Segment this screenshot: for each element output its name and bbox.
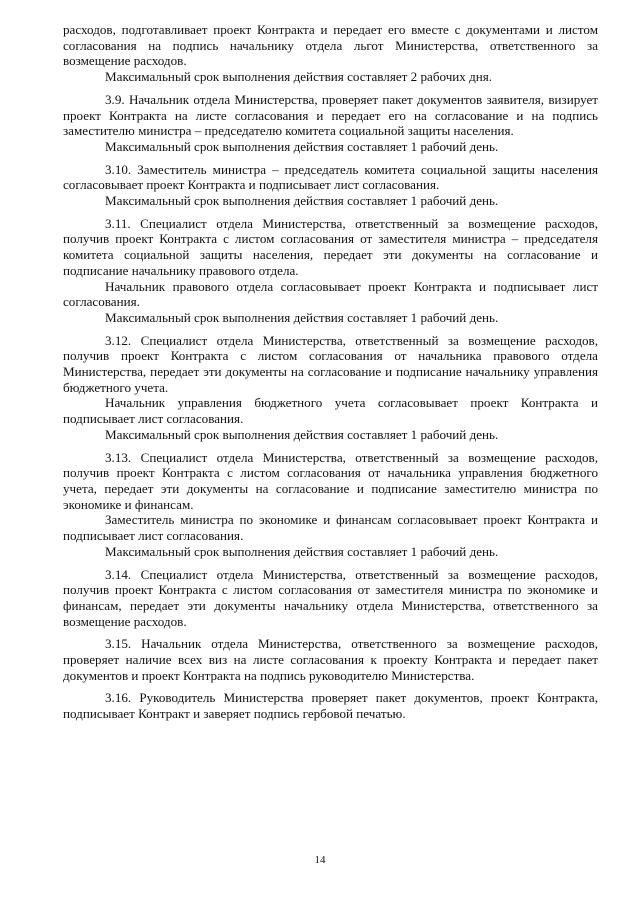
page-number: 14 (314, 854, 326, 866)
paragraph-3-12: 3.12. Специалист отдела Министерства, ответственный за возмещение расходов, получив проект Контракта с листом согласования от начальника правового отдела Министерства, передает эти документы на согласование и подписание начальнику управления бюджетного учета. (63, 332, 598, 395)
paragraph-3-15: 3.15. Начальник отдела Министерства, ответственного за возмещение расходов, проверяет наличие всех виз на листе согласования к проекту Контракта и передает пакет документов и проект Контракта на подпись руководителю Министерства. (63, 636, 598, 683)
paragraph-3-16: 3.16. Руководитель Министерства проверяет пакет документов, проект Контракта, подписывает Контракт и заверяет подпись гербовой печатью. (63, 690, 598, 722)
paragraph-continuation: расходов, подготавливает проект Контракта и передает его вместе с документами и листом согласования на подпись начальнику отдела льгот Министерства, ответственного за возмещение расходов. (63, 22, 598, 69)
paragraph-budget-approval: Начальник управления бюджетного учета согласовывает проект Контракта и подписывает лист согласования. (63, 395, 598, 427)
paragraph-legal-approval: Начальник правового отдела согласовывает проект Контракта и подписывает лист согласования. (63, 278, 598, 310)
paragraph-deadline: Максимальный срок выполнения действия составляет 1 рабочий день. (105, 543, 499, 559)
paragraph-3-13: 3.13. Специалист отдела Министерства, ответственный за возмещение расходов, получив проект Контракта с листом согласования от начальника управления бюджетного учета, передает эти документы на согласование и подписание заместителю министра по экономике и финансам. (63, 449, 598, 512)
paragraph-deadline: Максимальный срок выполнения действия составляет 1 рабочий день. (105, 193, 499, 209)
paragraph-deadline: Максимальный срок выполнения действия составляет 1 рабочий день. (105, 426, 499, 442)
paragraph-deadline: Максимальный срок выполнения действия составляет 1 рабочий день. (105, 309, 499, 325)
paragraph-deadline: Максимальный срок выполнения действия составляет 1 рабочий день. (105, 138, 499, 154)
paragraph-3-10: 3.10. Заместитель министра – председатель комитета социальной защиты населения согласовывает проект Контракта и подписывает лист согласования. (63, 161, 598, 193)
paragraph-deadline: Максимальный срок выполнения действия составляет 2 рабочих дня. (105, 69, 493, 85)
paragraph-3-14: 3.14. Специалист отдела Министерства, ответственный за возмещение расходов, получив проект Контракта с листом согласования от заместителя министра по экономике и финансам, передает эти документы начальнику отдела Министерства, ответственного за возмещение расходов. (63, 566, 598, 629)
paragraph-deputy-finance-approval: Заместитель министра по экономике и финансам согласовывает проект Контракта и подписывает лист согласования. (63, 512, 598, 544)
paragraph-3-9: 3.9. Начальник отдела Министерства, проверяет пакет документов заявителя, визирует проект Контракта на листе согласования и передает его на согласование и на подпись заместителю министра – председателю комитета социальной защиты населения. (63, 91, 598, 139)
paragraph-3-11: 3.11. Специалист отдела Министерства, ответственный за возмещение расходов, получив проект Контракта с листом согласования от заместителя министра – председателя комитета социальной защиты населения, передает эти документы на согласование и подписание начальнику правового отдела. (63, 215, 598, 278)
